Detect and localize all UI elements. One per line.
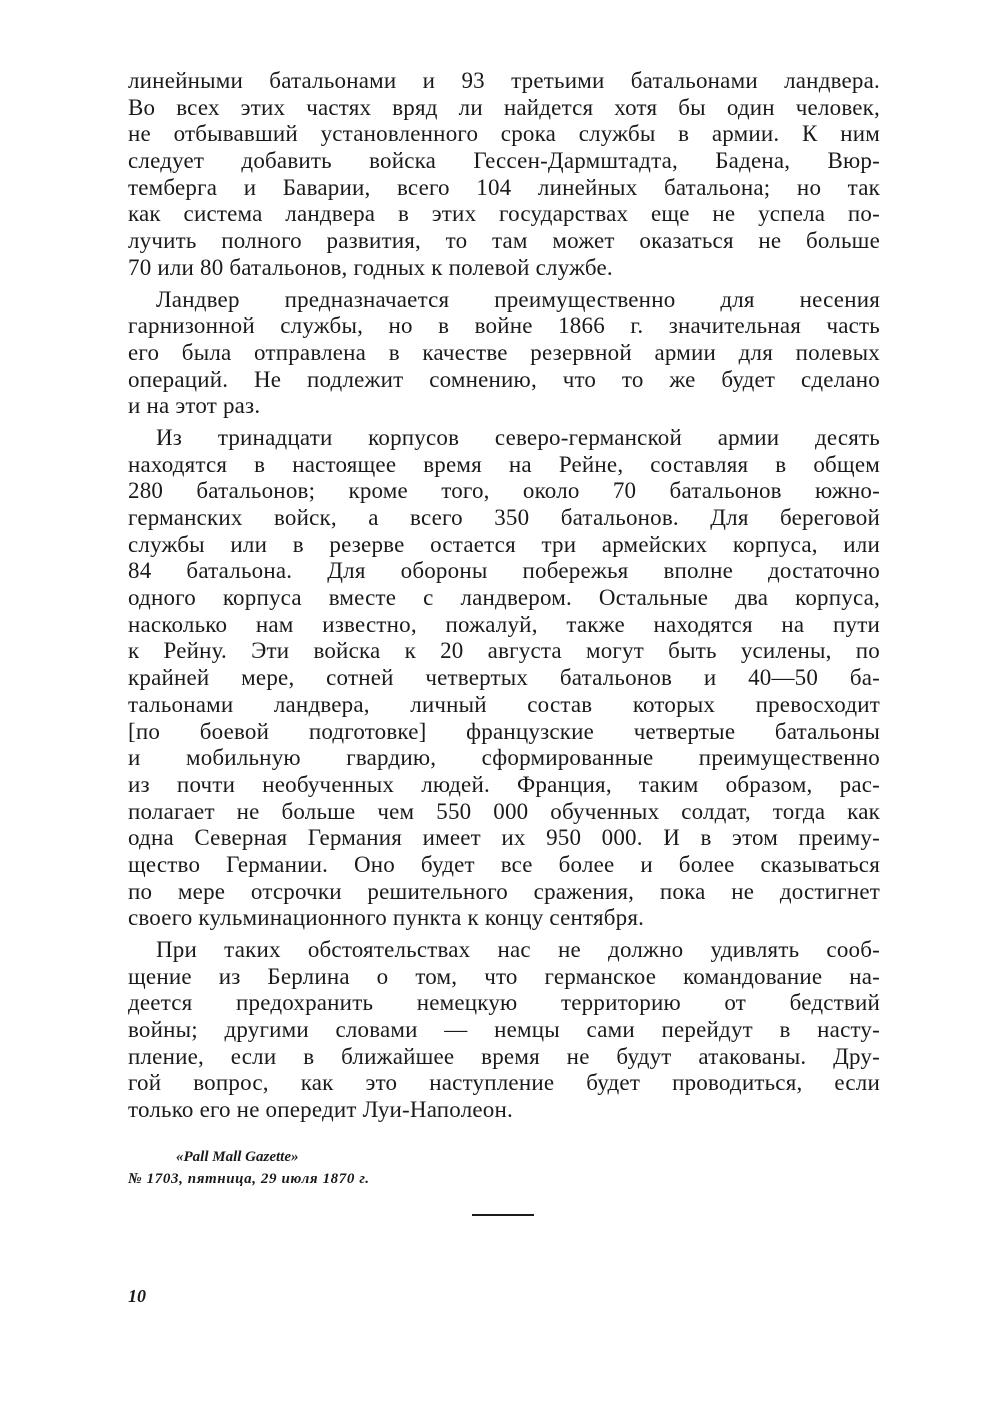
source-citation [128,1146,370,1190]
paragraph-2 [128,287,880,420]
text-line: крайней мере, сотней четвертых батальонов и 40—50 ба- [128,665,880,691]
text-line: деется предохранить немецкую территорию от бедствий [128,990,880,1016]
text-line: 70 или 80 батальонов, годных к полевой службе. [128,254,613,280]
paragraph-3 [128,425,880,932]
text-line: линейными батальонами и 93 третьими батальонами ландвера. [128,68,880,93]
text-line: насколько нам известно, пожалуй, также находятся на пути [128,611,880,637]
text-line: германских войск, а всего 350 батальонов. Для береговой [128,505,880,530]
text-line: своего кульминационного пункта к концу сентября. [128,905,645,931]
text-line: тальонами ландвера, личный состав которых превосходит [128,691,880,717]
text-line: службы или в резерве остается три армейских корпуса, или [128,531,880,557]
publication-issue: № 1703, пятница, 29 июля 1870 г. [128,1171,370,1187]
text-line: и на этот раз. [128,393,261,419]
text-line: 280 батальонов; кроме того, около 70 батальонов южно- [128,478,880,504]
text-line: находятся в настоящее время на Рейне, составляя в общем [128,451,880,477]
text-line: Во всех этих частях вряд ли найдется хотя бы один человек, [128,94,880,120]
text-line: щение из Берлина о том, что германское командование на- [128,963,880,989]
text-line: как система ландвера в этих государствах еще не успела по- [128,201,880,227]
text-line: следует добавить войска Гессен-Дармштадта, Бадена, Вюр- [128,148,880,174]
text-line: 84 батальона. Для обороны побережья вполне достаточно [128,558,880,584]
text-line: Из тринадцати корпусов северо-германской армии десять [156,424,880,450]
text-line: не отбывавший установленного срока службы в армии. К ним [128,121,880,147]
text-line: [по боевой подготовке] французские четвертые батальоны [128,718,880,744]
text-line: гой вопрос, как это наступление будет проводиться, если [128,1070,880,1096]
text-line: к Рейну. Эти войска к 20 августа могут быть усилены, по [128,638,880,664]
text-line: одного корпуса вместе с ландвером. Остальные два корпуса, [128,585,880,611]
text-line: пление, если в ближайшее время не будут атакованы. Дру- [128,1043,880,1069]
text-line: щество Германии. Оно будет все более и более сказываться [128,851,880,877]
section-divider [472,1214,534,1216]
text-line: лучить полного развития, то там может оказаться не больше [128,228,880,254]
paragraph-1 [128,68,880,282]
text-line: его была отправлена в качестве резервной армии для полевых [128,339,880,365]
text-line: из почти необученных людей. Франция, таким образом, рас- [128,771,880,797]
article-body [128,68,880,1124]
text-line: гарнизонной службы, но в войне 1866 г. значительная часть [128,313,880,339]
text-line: темберга и Баварии, всего 104 линейных батальона; но так [128,174,880,200]
text-line: по мере отсрочки решительного сражения, пока не достигнет [128,878,880,904]
text-line: и мобильную гвардию, сформированные преимущественно [128,745,880,771]
text-line: При таких обстоятельствах нас не должно удивлять сооб- [156,937,880,962]
text-line: войны; другими словами — немцы сами перейдут в насту- [128,1017,880,1043]
text-line: полагает не больше чем 550 000 обученных солдат, тогда как [128,798,880,824]
page-number: 10 [128,1286,146,1306]
text-line: Ландвер предназначается преимущественно для несения [156,286,880,312]
publication-name: «Pall Mall Gazette» [176,1149,299,1165]
text-line: одна Северная Германия имеет их 950 000. И в этом преиму- [128,825,880,851]
text-line: операций. Не подлежит сомнению, что то же будет сделано [128,366,880,392]
text-line: только его не опередит Луи-Наполеон. [128,1097,513,1123]
paragraph-4 [128,937,880,1124]
